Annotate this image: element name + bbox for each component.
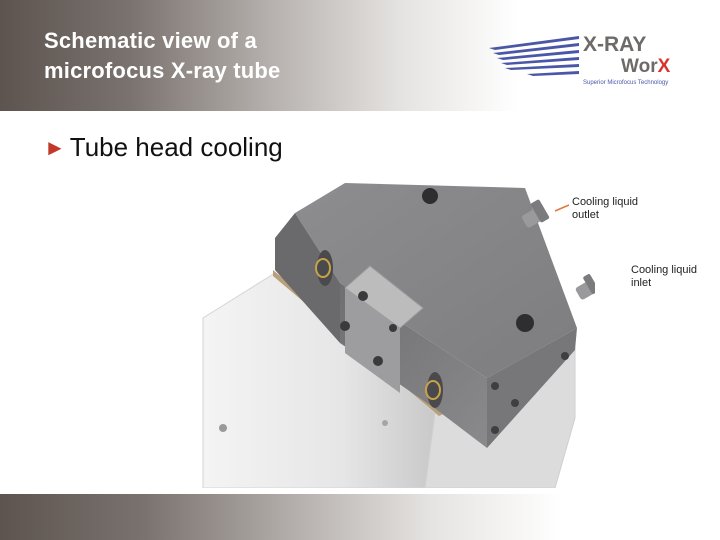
logo-brand-line-1: X-RAY (583, 33, 647, 56)
screw-icon (373, 356, 383, 366)
side-hole-icon (561, 352, 569, 360)
slide-title-line-1: Schematic view of a (44, 28, 257, 53)
logo-brand-line-2-suffix: X (657, 56, 671, 77)
side-hole-icon (491, 382, 499, 390)
callout-outlet-line-2: outlet (572, 209, 599, 221)
logo-tagline: Superior Microfocus Technology (583, 80, 669, 86)
logo-swoosh-icon (489, 36, 579, 76)
callout-inlet-line-2: inlet (631, 277, 652, 289)
screw-icon (340, 321, 350, 331)
screw-icon (358, 291, 368, 301)
inlet-fitting-icon (575, 273, 595, 300)
body-hole-icon (382, 420, 388, 426)
callout-inlet (631, 264, 697, 290)
callout-outlet (572, 196, 638, 222)
top-hole-icon (422, 188, 438, 204)
callout-inlet-line-1: Cooling liquid (631, 264, 698, 276)
footer-band (0, 494, 720, 540)
bullet-arrow-icon: ► (44, 134, 66, 160)
side-hole-icon (511, 399, 519, 407)
body-hole-icon (219, 424, 227, 432)
callout-outlet-line-1: Cooling liquid (572, 196, 639, 208)
top-hole-icon (516, 314, 534, 332)
screw-icon (389, 324, 397, 332)
side-hole-icon (491, 426, 499, 434)
outlet-callout-arrow (555, 205, 569, 211)
xray-worx-logo (487, 26, 692, 94)
tube-head-illustration (195, 178, 595, 488)
slide-title-line-2: microfocus X-ray tube (44, 58, 281, 83)
logo-brand-line-2-prefix: Wor (621, 56, 658, 77)
logo-brand-line-2 (621, 56, 671, 77)
slide-title (44, 26, 280, 86)
bullet-item (44, 132, 283, 163)
bullet-text: Tube head cooling (69, 132, 283, 162)
